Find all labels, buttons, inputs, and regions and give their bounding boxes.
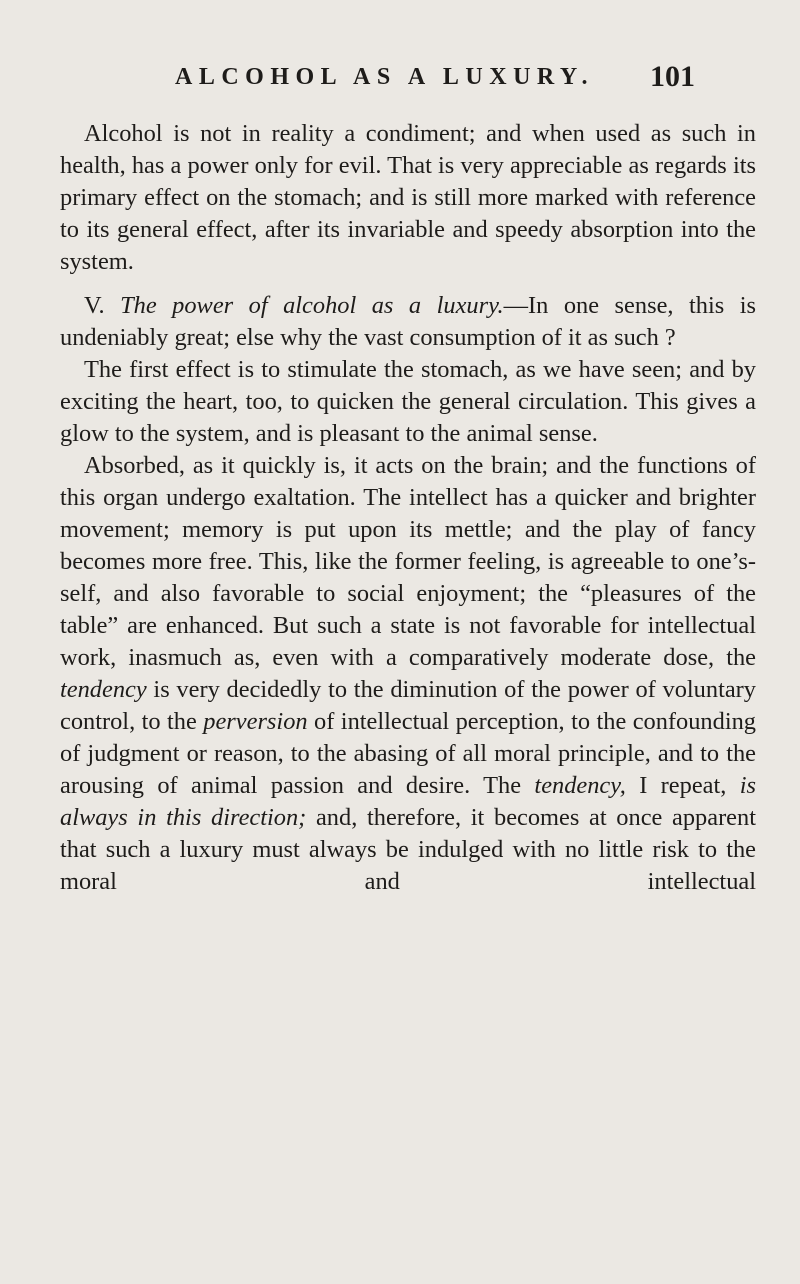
emphasis-perversion: perversion [203, 708, 308, 735]
section-dash: — [503, 292, 529, 319]
paragraph-text: Absorbed, as it quickly is, it acts on the brain; and the functions of this organ undergo exaltation. The intellect has a quicker and brighter movement; memory is put upon its mettle; and the play of fancy becomes more free. This, like the former feeling, is agreeable to one’s-self, and also favorable to social enjoyment; the “pleasures of the table” are enhanced. But such a state is not favorable for intellectual work, inasmuch as, even with a comparatively moderate dose, the [60, 452, 756, 671]
running-head-title: ALCOHOL AS A LUXURY. [175, 64, 595, 90]
page-number: 101 [650, 60, 695, 93]
paragraph [60, 450, 756, 898]
running-head [0, 60, 800, 104]
paragraph-text: is very decidedly to the diminution of the power of voluntary control, to the [60, 676, 756, 735]
paragraph [60, 118, 756, 278]
body-text [60, 118, 756, 898]
emphasis-direction: is always in this direction; [60, 772, 756, 831]
paragraph-text: of intellectual perception, to the confounding of judgment or reason, to the abasing of all moral principle, and to the arousing of animal passion and desire. The [60, 708, 756, 799]
section-heading: The power of alcohol as a luxury. [120, 292, 504, 319]
emphasis-tendency: tendency [60, 676, 147, 703]
section-number: V. [84, 292, 105, 319]
paragraph-text: The first effect is to stimulate the stomach, as we have seen; and by exciting the heart, too, to quicken the general circulation. This gives a glow to the system, and is pleasant to the animal sense. [60, 356, 756, 447]
paragraph-text: In one sense, this is undeniably great; else why the vast consumption of it as such ? [60, 292, 756, 351]
paragraph-text: Alcohol is not in reality a condiment; and when used as such in health, has a power only for evil. That is very appreciable as regards its primary effect on the stomach; and is still more marked with reference to its general effect, after its invariable and speedy absorption into the system. [60, 120, 756, 275]
paragraph-text: and, therefore, it becomes at once apparent that such a luxury must always be indulged with no little risk to the moral and intellectual [60, 804, 756, 895]
paragraph [60, 354, 756, 450]
section-paragraph [60, 290, 756, 354]
emphasis-tendency: tendency, [534, 772, 626, 799]
paragraph-text: I repeat, [625, 772, 740, 799]
